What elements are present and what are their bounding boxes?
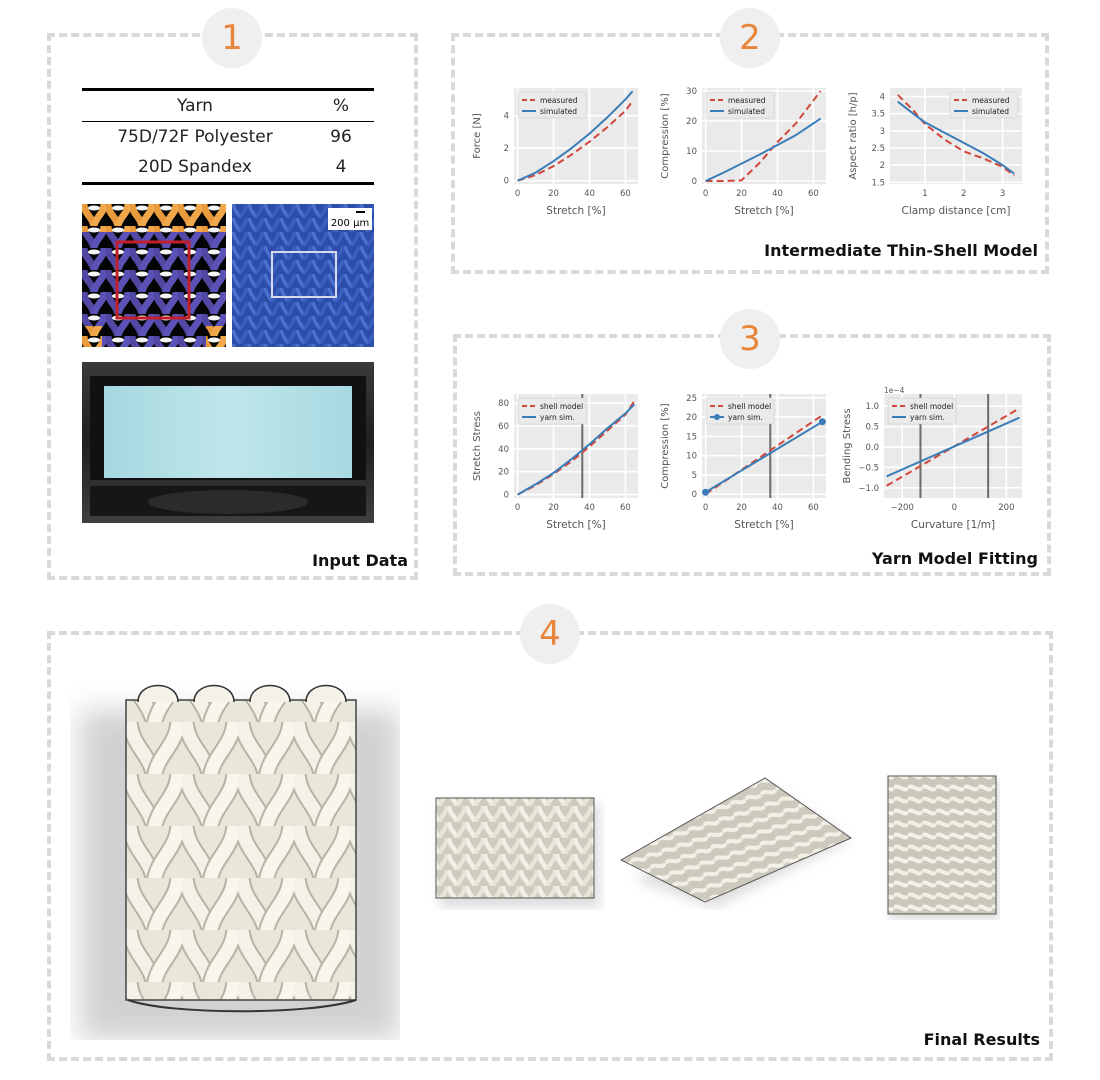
y-axis-label: Bending Stress (842, 408, 853, 484)
legend-label: yarn sim. (910, 413, 945, 422)
caption-thin-shell: Intermediate Thin-Shell Model (764, 241, 1038, 260)
y-tick-label: 0 (691, 490, 697, 501)
y-axis-label: Stretch Stress (472, 411, 483, 481)
legend-label: yarn sim. (728, 413, 763, 422)
y-tick-label: 60 (498, 422, 509, 432)
table-row (82, 122, 374, 153)
chart-force (470, 80, 646, 220)
y-tick-label: 0 (691, 177, 697, 187)
y-tick-label: 0.0 (865, 443, 879, 454)
y-tick-label: 30 (686, 87, 697, 97)
y-tick-label: −0.5 (858, 463, 879, 474)
legend-label: shell model (728, 402, 772, 411)
y-tick-label: −1.0 (858, 483, 879, 494)
step-badge-4: 4 (520, 604, 580, 664)
y-tick-label: 25 (686, 393, 697, 404)
col-header-pct: % (332, 96, 350, 116)
knit-render-sheared (615, 760, 855, 910)
y-axis-label: Compression [%] (660, 403, 671, 489)
chart-compression-fit (658, 386, 834, 534)
yarn-name: 20D Spandex (138, 157, 252, 177)
legend-marker (714, 414, 720, 420)
x-tick-label: 0 (514, 189, 521, 199)
y-tick-label: 20 (498, 467, 509, 478)
x-tick-label: 40 (772, 189, 783, 199)
x-tick-label: 3 (999, 189, 1006, 199)
y-tick-label: 2.5 (871, 144, 885, 154)
legend-label: measured (972, 96, 1010, 105)
y-tick-label: 3 (879, 126, 885, 137)
y-tick-label: 40 (498, 444, 509, 455)
yarn-pct: 4 (335, 157, 347, 177)
y-tick-label: 10 (686, 451, 697, 462)
x-axis-label: Stretch [%] (734, 205, 794, 217)
step-badge-2: 2 (720, 8, 780, 68)
x-tick-label: 0 (702, 189, 709, 199)
x-axis-label: Stretch [%] (546, 519, 606, 531)
table-header-row (82, 90, 374, 122)
fabric-clamp-photo (82, 362, 374, 523)
x-tick-label: 0 (514, 503, 521, 513)
microscope-image (232, 204, 374, 347)
x-tick-label: 20 (736, 503, 747, 513)
knit-render-stretched (880, 770, 1000, 920)
y-axis-label: Compression [%] (660, 93, 671, 179)
x-tick-label: 0 (702, 503, 709, 513)
x-axis-label: Clamp distance [cm] (901, 205, 1011, 217)
x-tick-label: 1 (922, 189, 928, 199)
y-tick-label: 1.5 (871, 178, 885, 189)
legend-label: yarn sim. (540, 413, 575, 422)
x-tick-label: 20 (548, 503, 559, 513)
legend-label: measured (728, 96, 766, 105)
x-tick-label: −200 (890, 503, 914, 513)
caption-input-data: Input Data (312, 551, 408, 570)
data-point (702, 489, 709, 496)
x-tick-label: 40 (584, 189, 595, 199)
legend-label: simulated (540, 107, 578, 116)
x-axis-label: Stretch [%] (734, 519, 794, 531)
caption-final-results: Final Results (923, 1030, 1040, 1049)
scale-bar-label: 200 µm (330, 218, 370, 229)
x-tick-label: 60 (808, 189, 819, 199)
chart-aspect-ratio (846, 80, 1030, 220)
y-axis-label: Force [N] (472, 113, 483, 159)
y-tick-label: 15 (686, 432, 697, 443)
table-row (82, 152, 374, 184)
knit-pattern-illustration (82, 204, 226, 347)
x-tick-label: 60 (620, 189, 631, 199)
legend-label: measured (540, 96, 578, 105)
legend-label: shell model (910, 402, 954, 411)
y-tick-label: 5 (691, 470, 697, 481)
x-tick-label: 60 (808, 503, 819, 513)
axis-offset-label: 1e−4 (884, 386, 905, 395)
chart-bending-stress (840, 386, 1030, 534)
y-tick-label: 10 (686, 147, 697, 157)
step-badge-1: 1 (202, 8, 262, 68)
x-tick-label: 60 (620, 503, 631, 513)
x-tick-label: 20 (548, 189, 559, 199)
y-tick-label: 0.5 (865, 422, 879, 433)
y-tick-label: 0 (503, 176, 509, 187)
yarn-pct: 96 (330, 127, 352, 147)
y-tick-label: 4 (879, 92, 885, 103)
y-tick-label: 1.0 (865, 402, 879, 413)
chart-stretch-stress (470, 386, 646, 534)
knit-render-large (70, 670, 400, 1040)
x-tick-label: 40 (584, 503, 595, 513)
y-tick-label: 2 (503, 144, 509, 155)
yarn-table (82, 88, 374, 185)
x-axis-label: Stretch [%] (546, 205, 606, 217)
x-tick-label: 20 (736, 189, 747, 199)
x-axis-label: Curvature [1/m] (910, 519, 996, 531)
x-tick-label: 0 (951, 503, 958, 513)
y-tick-label: 80 (498, 399, 509, 410)
col-header-yarn: Yarn (177, 96, 213, 116)
chart-compression (658, 80, 834, 220)
knit-render-rib (430, 790, 605, 910)
caption-yarn-fitting: Yarn Model Fitting (871, 549, 1038, 568)
legend-label: simulated (728, 107, 766, 116)
x-tick-label: 40 (772, 503, 783, 513)
y-tick-label: 4 (503, 111, 509, 122)
step-badge-3: 3 (720, 309, 780, 369)
x-tick-label: 2 (961, 189, 967, 199)
x-tick-label: 200 (998, 503, 1015, 513)
legend-label: shell model (540, 402, 584, 411)
y-tick-label: 20 (686, 413, 697, 424)
y-axis-label: Aspect ratio [h/p] (848, 92, 859, 180)
yarn-name: 75D/72F Polyester (117, 127, 273, 147)
legend-label: simulated (972, 107, 1010, 116)
y-tick-label: 2 (879, 161, 885, 172)
data-point (819, 418, 826, 425)
y-tick-label: 0 (503, 490, 509, 501)
y-tick-label: 3.5 (871, 109, 885, 120)
y-tick-label: 20 (686, 117, 697, 127)
